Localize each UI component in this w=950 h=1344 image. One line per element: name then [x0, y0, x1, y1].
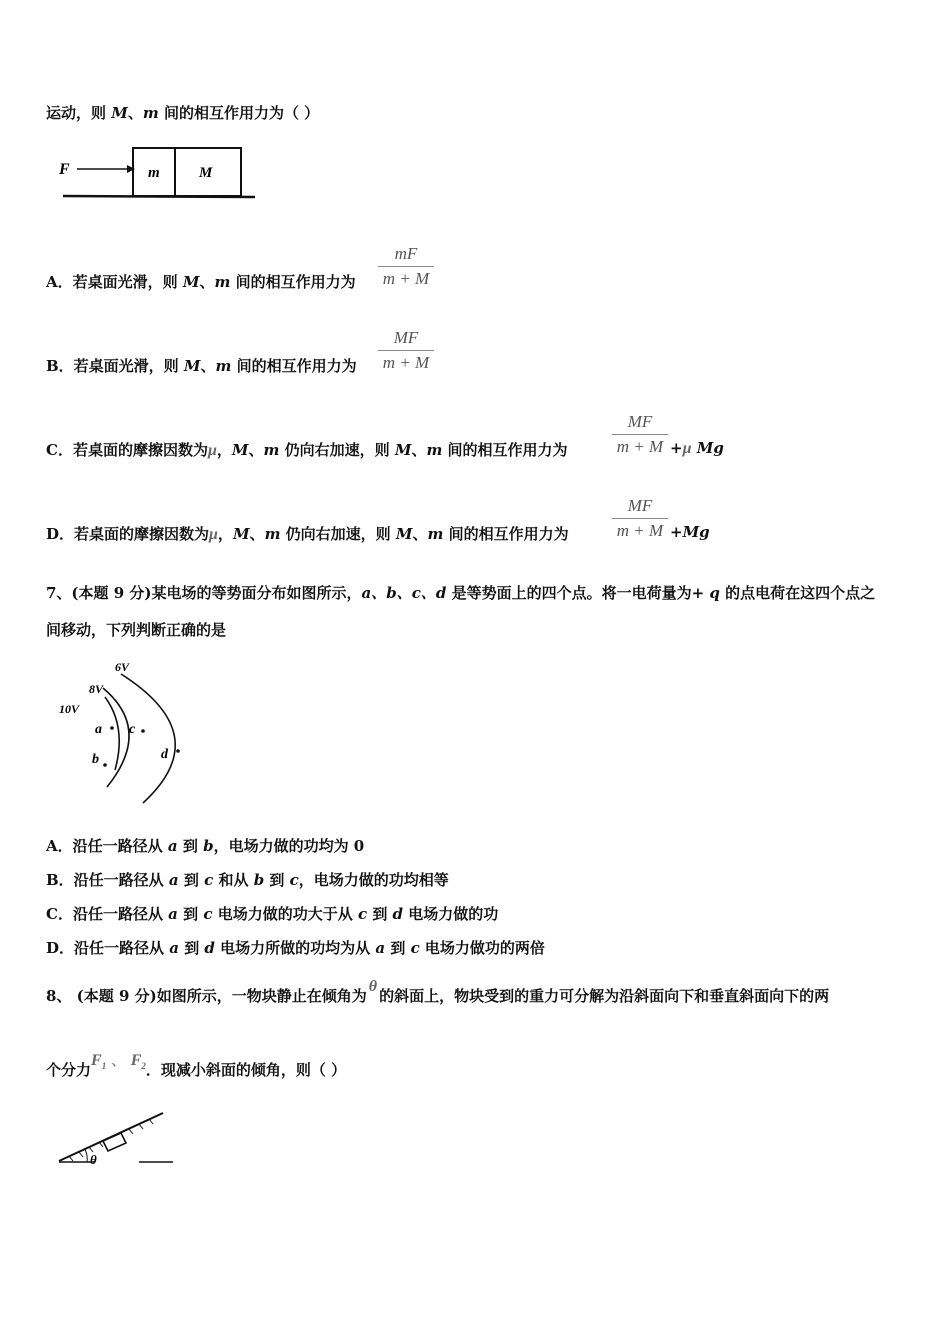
q6-b-fraction: MF m + M — [378, 328, 434, 373]
q7-stem-line2: 间移动，下列判断正确的是 — [46, 621, 227, 639]
q6-c-tail: +μ Mg — [670, 439, 724, 457]
incline-figure — [55, 1108, 180, 1168]
q7-option-d[interactable]: D．沿任一路径从 a 到 d 电场力所做的功均为从 a 到 c 电场力做功的两倍 — [46, 939, 545, 957]
question-intro: 运动，则 M、m 间的相互作用力为（ ） — [46, 104, 320, 122]
potential-6v-label: 6V — [115, 660, 130, 674]
point-c-label: c — [129, 722, 136, 737]
q8-stem-line2: 个分力$F_1$ 、 $F_2$．现减小斜面的倾角，则（ ） — [46, 1051, 347, 1079]
equipotential-figure — [55, 655, 195, 810]
block-m-label: m — [148, 165, 160, 181]
q6-option-b[interactable]: B．若桌面光滑，则 M、m 间的相互作用力为 — [46, 357, 357, 375]
q6-c-fraction: MF m + M — [612, 412, 668, 457]
block-M-label: M — [199, 165, 213, 181]
q7-stem-line1: 7、(本题 9 分)某电场的等势面分布如图所示，a、b、c、d 是等势面上的四个点。将一电荷量为+ q 的点电荷在这四个点之 — [46, 584, 876, 602]
blocks-figure — [55, 140, 265, 210]
q7-option-c[interactable]: C．沿任一路径从 a 到 c 电场力做的功大于从 c 到 d 电场力做的功 — [46, 905, 499, 923]
q6-option-d[interactable]: D．若桌面的摩擦因数为μ，M、m 仍向右加速，则 M、m 间的相互作用力为 — [46, 525, 569, 543]
incline-angle-label: θ — [90, 1152, 97, 1167]
q8-stem-line1: 8、 (本题 9 分)如图所示，一物块静止在倾角为θ的斜面上，物块受到的重力可分解为沿斜面向下和垂直斜面向下的两 — [46, 978, 830, 1005]
point-a-label: a — [95, 722, 102, 737]
q6-d-fraction: MF m + M — [612, 496, 668, 541]
q7-option-a[interactable]: A．沿任一路径从 a 到 b，电场力做的功均为 0 — [46, 837, 365, 855]
q6-option-a[interactable]: A．若桌面光滑，则 M、m 间的相互作用力为 — [46, 273, 356, 291]
force-label: F — [59, 161, 70, 178]
q6-a-fraction: mF m + M — [378, 244, 434, 289]
potential-10v-label: 10V — [59, 702, 80, 716]
point-d-label: d — [161, 747, 168, 762]
point-b-label: b — [92, 752, 99, 767]
f1-symbol: $F_1$ — [91, 1052, 107, 1072]
potential-8v-label: 8V — [89, 682, 104, 696]
q6-d-tail: +Mg — [670, 523, 710, 541]
f2-symbol: $F_2$ — [130, 1052, 146, 1072]
q7-option-b[interactable]: B．沿任一路径从 a 到 c 和从 b 到 c，电场力做的功均相等 — [46, 871, 449, 889]
theta-symbol: θ — [368, 978, 378, 995]
q6-option-c[interactable]: C．若桌面的摩擦因数为μ，M、m 仍向右加速，则 M、m 间的相互作用力为 — [46, 441, 568, 459]
